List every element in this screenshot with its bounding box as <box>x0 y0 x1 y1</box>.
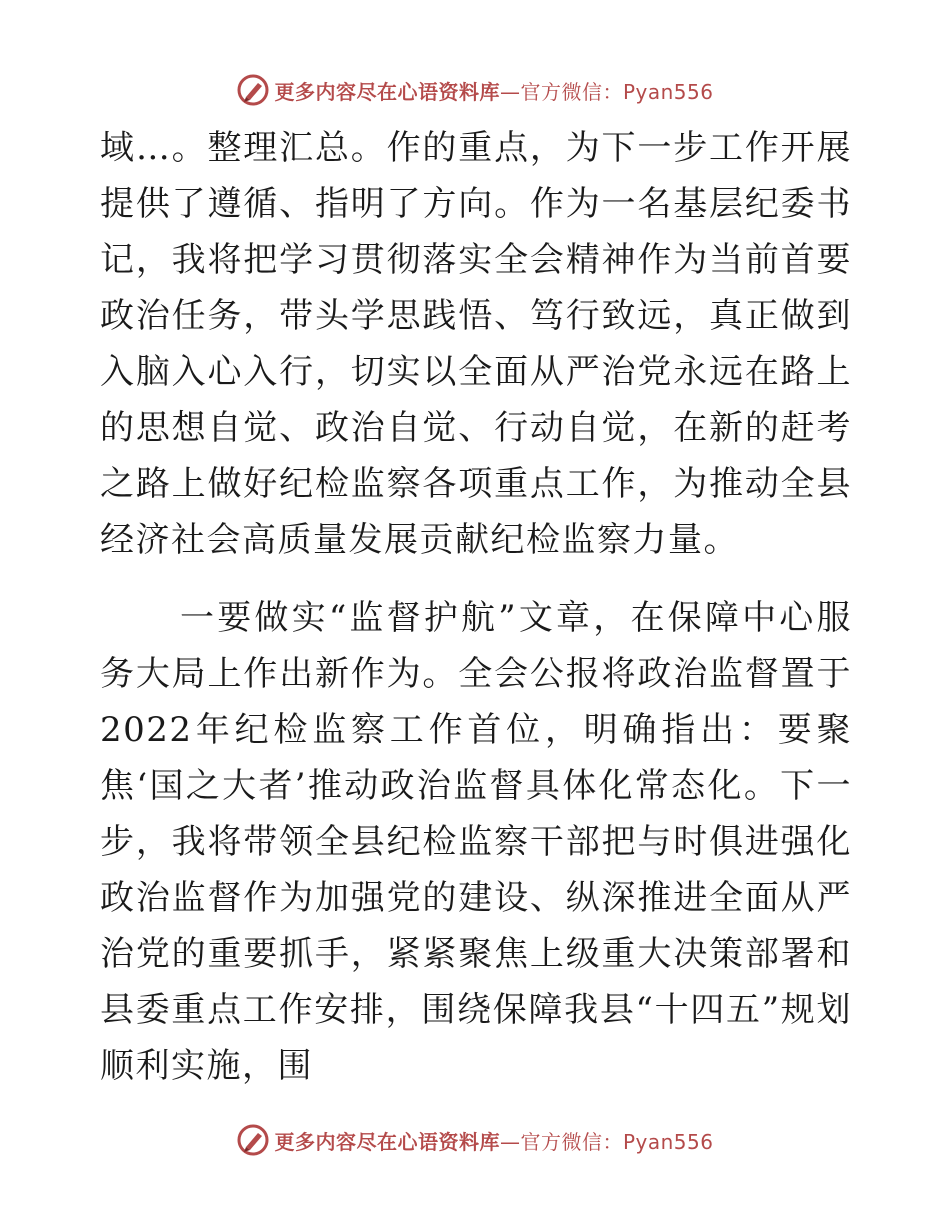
header-banner-official: —官方微信：Pyan556 <box>499 79 714 104</box>
header-banner-main: 更多内容尽在心语资料库 <box>274 79 500 104</box>
footer-banner-main: 更多内容尽在心语资料库 <box>274 1129 500 1154</box>
pen-logo-icon <box>236 1123 270 1157</box>
document-body <box>100 120 852 1094</box>
paragraph-1: 域…。整理汇总。作的重点，为下一步工作开展提供了遵循、指明了方向。作为一名基层纪委书记，我将把学习贯彻落实全会精神作为当前首要政治任务，带头学思践悟、笃行致远，真正做到入脑入心入行，切实以全面从严治党永远在路上的思想自觉、政治自觉、行动自觉，在新的赶考之路上做好纪检监察各项重点工作，为推动全县经济社会高质量发展贡献纪检监察力量。 <box>100 128 852 560</box>
pen-logo-icon <box>236 73 270 107</box>
footer-banner-official: —官方微信：Pyan556 <box>499 1129 714 1154</box>
footer-banner <box>0 1120 950 1160</box>
header-banner <box>0 70 950 110</box>
paragraph-2: 一要做实“监督护航”文章，在保障中心服务大局上作出新作为。全会公报将政治监督置于2022年纪检监察工作首位，明确指出：要聚焦‘国之大者’推动政治监督具体化常态化。下一步，我将带领全县纪检监察干部把与时俱进强化政治监督作为加强党的建设、纵深推进全面从严治党的重要抓手，紧紧聚焦上级重大决策部署和县委重点工作安排，围绕保障我县“十四五”规划顺利实施，围 <box>100 598 852 1086</box>
